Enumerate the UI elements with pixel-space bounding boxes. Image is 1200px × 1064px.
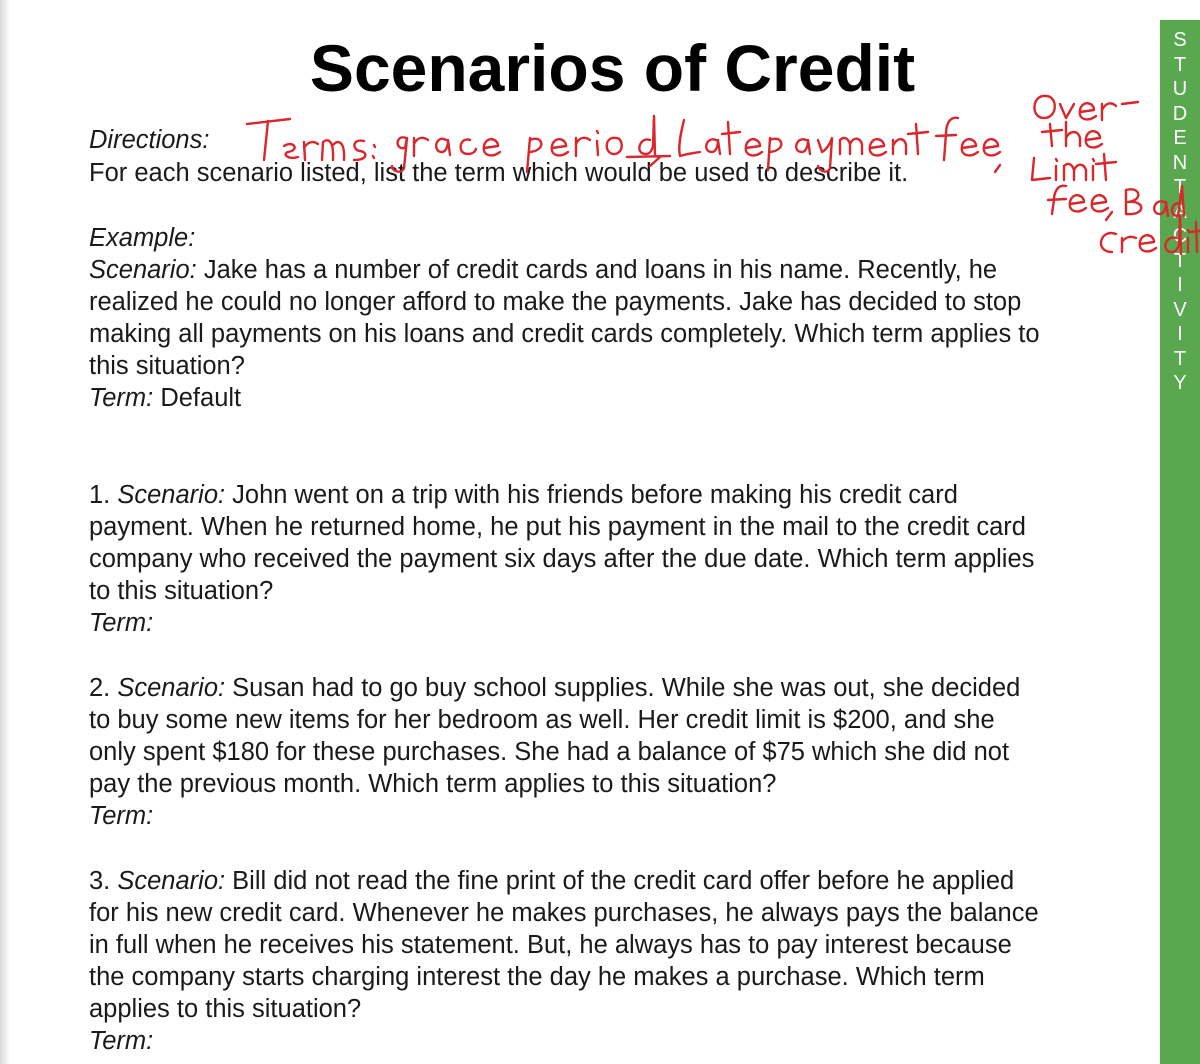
scenario-line — [89, 479, 958, 511]
directions-text: For each scenario listed, list the term which would be used to describe it. — [89, 159, 909, 187]
example-heading: Example: — [89, 224, 196, 252]
scenario-line: only spent $180 for these purchases. She had a balance of $75 which she did not — [89, 738, 1010, 766]
banner-letter: S — [1173, 29, 1187, 51]
banner-letter: T — [1173, 176, 1187, 198]
banner-letter: C — [1172, 225, 1188, 247]
banner-letter: N — [1172, 151, 1188, 174]
scenario-label: Scenario: — [117, 674, 226, 702]
banner-letter: E — [1173, 127, 1187, 149]
student-activity-banner — [1160, 20, 1200, 1064]
scenario-line: applies to this situation? — [89, 995, 362, 1023]
directions-label: Directions: — [89, 126, 210, 154]
scenario-line: pay the previous month. Which term applies to this situation? — [89, 770, 777, 798]
scenario-line: to buy some new items for her bedroom as well. Her credit limit is $200, and she — [89, 706, 995, 734]
example-line: realized he could no longer afford to make the payments. Jake has decided to stop — [89, 288, 1022, 316]
banner-letter: Y — [1173, 372, 1187, 394]
banner-letter: T — [1173, 53, 1187, 76]
page-edge-shadow — [0, 0, 10, 1064]
scenario-number: 1. — [89, 481, 118, 509]
scenario-line: company who received the payment six days after the due date. Which term applies — [89, 545, 1035, 573]
page-title: Scenarios of Credit — [309, 31, 916, 105]
banner-letter: I — [1177, 274, 1183, 296]
term-label: Term: — [89, 384, 154, 412]
scenario-line — [89, 865, 1014, 897]
scenario-line: to this situation? — [89, 577, 274, 605]
banner-letter: A — [1173, 200, 1187, 223]
example-text: Jake has a number of credit cards and loans in his name. Recently, he — [196, 256, 998, 284]
banner-letter: T — [1173, 249, 1187, 272]
scenario-line: in full when he receives his statement. But, he always has to pay interest because — [89, 931, 1012, 959]
example-line: this situation? — [89, 352, 245, 380]
example-line: making all payments on his loans and credit cards completely. Which term applies to — [89, 320, 1040, 348]
example-line — [89, 254, 997, 286]
term-label: Term: — [89, 1027, 154, 1055]
example-term — [89, 382, 241, 414]
scenario-text: John went on a trip with his friends before making his credit card — [225, 481, 958, 509]
banner-letter: I — [1177, 323, 1183, 345]
scenario-number: 2. — [89, 674, 118, 702]
term-label: Term: — [89, 802, 154, 830]
banner-letters — [1160, 28, 1200, 396]
banner-letter: U — [1172, 78, 1188, 100]
scenario-text: Bill did not read the fine print of the credit card offer before he applied — [225, 867, 1015, 895]
scenario-label: Scenario: — [89, 256, 197, 284]
scenario-number: 3. — [89, 867, 118, 895]
banner-letter: V — [1173, 298, 1187, 321]
scenario-label: Scenario: — [117, 867, 226, 895]
banner-letter: T — [1173, 347, 1187, 370]
scenario-label: Scenario: — [117, 481, 226, 509]
scenario-line: payment. When he returned home, he put his payment in the mail to the credit card — [89, 513, 1026, 541]
scenario-text: Susan had to go buy school supplies. While she was out, she decided — [225, 674, 1021, 702]
term-value: Default — [153, 384, 242, 412]
scenario-line: for his new credit card. Whenever he makes purchases, he always pays the balance — [89, 899, 1039, 927]
banner-letter: D — [1172, 102, 1188, 125]
scenario-line: the company starts charging interest the day he makes a purchase. Which term — [89, 963, 985, 991]
scenario-line — [89, 672, 1020, 704]
term-label: Term: — [89, 609, 154, 637]
